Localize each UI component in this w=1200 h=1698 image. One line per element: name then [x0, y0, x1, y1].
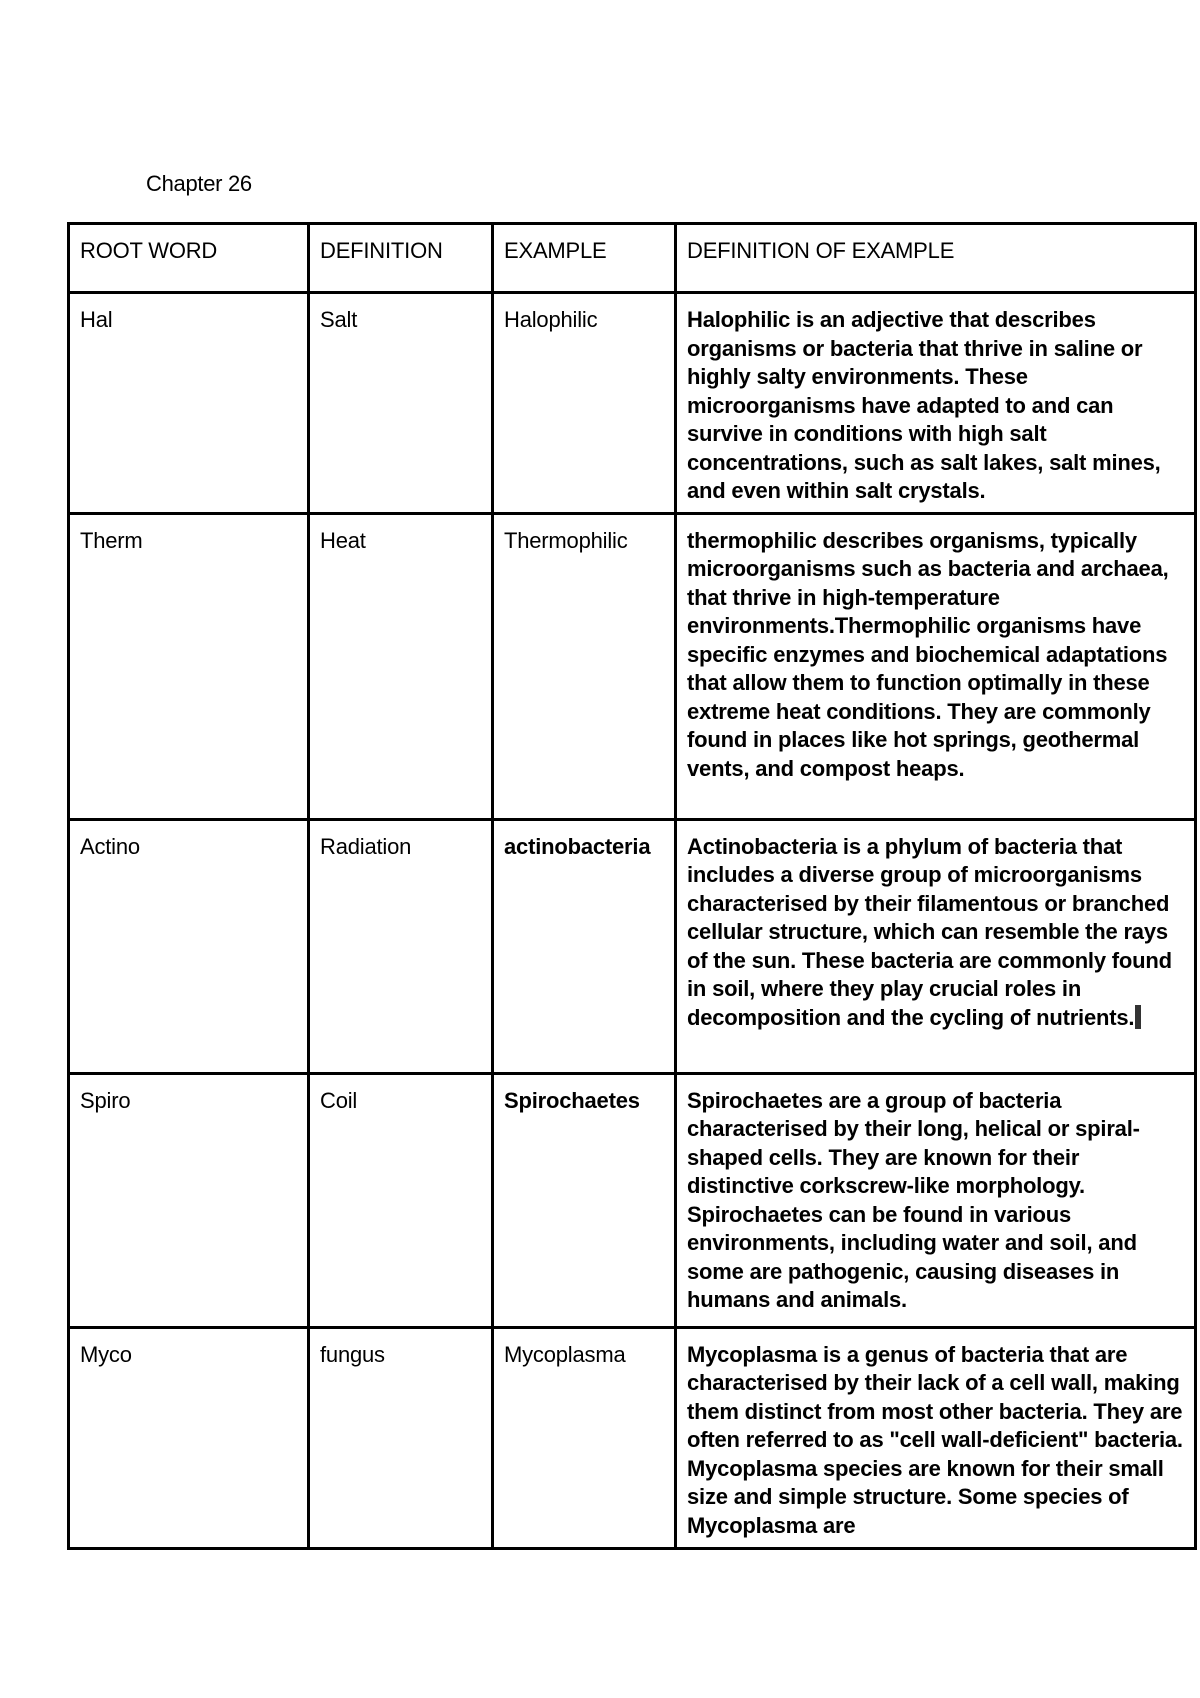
root-word-cell: Spiro	[69, 1073, 309, 1327]
text-cursor	[1135, 1005, 1141, 1029]
example-definition-cell: Spirochaetes are a group of bacteria characterised by their long, helical or spiral-shaped cells. They are known for their distinctive corkscrew-like morphology. Spirochaetes can be found in various environments, including water and soil, and some are pathogenic, causing diseases in humans and animals.	[676, 1073, 1196, 1327]
header-example: EXAMPLE	[493, 224, 676, 293]
example-definition-cell: Mycoplasma is a genus of bacteria that are characterised by their lack of a cell wall, making them distinct from most other bacteria. They are often referred to as "cell wall-deficient" bacteria. Mycoplasma species are known for their small size and simple structure. Some species of Mycoplasma are	[676, 1327, 1196, 1548]
root-word-cell: Actino	[69, 819, 309, 1073]
table-row	[69, 1327, 1196, 1548]
definition-cell: Coil	[309, 1073, 493, 1327]
example-cell: Mycoplasma	[493, 1327, 676, 1548]
example-cell: Halophilic	[493, 293, 676, 514]
table-row	[69, 819, 1196, 1073]
table-row	[69, 1073, 1196, 1327]
root-word-cell: Therm	[69, 513, 309, 819]
definition-cell: Radiation	[309, 819, 493, 1073]
definition-cell: Heat	[309, 513, 493, 819]
header-definition: DEFINITION	[309, 224, 493, 293]
example-definition-text: Actinobacteria is a phylum of bacteria that includes a diverse group of microorganisms characterised by their filamentous or branched cellular structure, which can resemble the rays of the sun. These bacteria are commonly found in soil, where they play crucial roles in decomposition and the cycling of nutrients.	[687, 833, 1172, 1030]
example-definition-cell[interactable]	[676, 819, 1196, 1073]
table-row	[69, 513, 1196, 819]
page-title: Chapter 26	[146, 171, 252, 196]
header-root-word: ROOT WORD	[69, 224, 309, 293]
example-cell: Spirochaetes	[493, 1073, 676, 1327]
example-cell: actinobacteria	[493, 819, 676, 1073]
example-cell: Thermophilic	[493, 513, 676, 819]
table-row	[69, 293, 1196, 514]
table-header-row	[69, 224, 1196, 293]
root-word-table	[67, 222, 1197, 1550]
root-word-cell: Myco	[69, 1327, 309, 1548]
example-definition-cell: Halophilic is an adjective that describes organisms or bacteria that thrive in saline or highly salty environments. These microorganisms have adapted to and can survive in conditions with high salt concentrations, such as salt lakes, salt mines, and even within salt crystals.	[676, 293, 1196, 514]
header-definition-of-example: DEFINITION OF EXAMPLE	[676, 224, 1196, 293]
root-word-cell: Hal	[69, 293, 309, 514]
example-definition-cell: thermophilic describes organisms, typically microorganisms such as bacteria and archaea, that thrive in high-temperature environments.Thermophilic organisms have specific enzymes and biochemical adaptations that allow them to function optimally in these extreme heat conditions. They are commonly found in places like hot springs, geothermal vents, and compost heaps.	[676, 513, 1196, 819]
definition-cell: Salt	[309, 293, 493, 514]
definition-cell: fungus	[309, 1327, 493, 1548]
